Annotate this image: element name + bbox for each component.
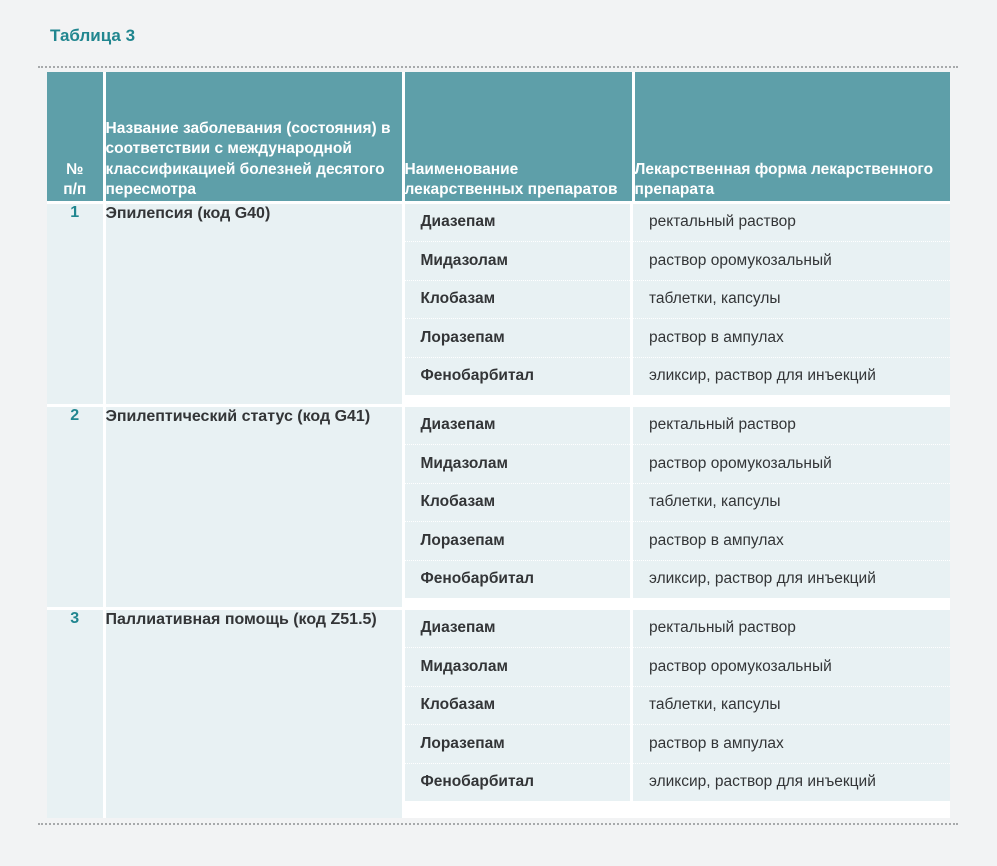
- drug-row: [405, 648, 951, 687]
- drug-row: [405, 725, 951, 764]
- table-row: [47, 405, 950, 608]
- table-row: [47, 202, 950, 405]
- header-disease: Название заболевания (состояния) в соответствии с международной классификацией болезней десятого пересмотра: [104, 72, 403, 202]
- top-dotted-divider: [38, 66, 958, 68]
- disease-name: Эпилепсия (код G40): [104, 202, 403, 405]
- drug-row: [405, 407, 951, 445]
- drug-row: [405, 445, 951, 484]
- table-header-row: [47, 72, 950, 202]
- drug-form: эликсир, раствор для инъекций: [632, 357, 951, 395]
- drug-name: Фенобарбитал: [405, 357, 632, 395]
- drug-form: раствор в ампулах: [632, 725, 951, 764]
- drug-row: [405, 319, 951, 358]
- row-number: 2: [47, 405, 104, 608]
- table-caption: Таблица 3: [50, 26, 136, 45]
- drug-form: эликсир, раствор для инъекций: [632, 560, 951, 598]
- drug-name: Мидазолам: [405, 648, 632, 687]
- row-number: 3: [47, 608, 104, 818]
- drug-row: [405, 242, 951, 281]
- drug-form: ректальный раствор: [632, 407, 951, 445]
- drug-form: таблетки, капсулы: [632, 280, 951, 319]
- drug-form: эликсир, раствор для инъекций: [632, 763, 951, 801]
- drug-list: [403, 202, 950, 405]
- header-form: Лекарственная форма лекарственного препарата: [633, 72, 950, 202]
- drug-name: Мидазолам: [405, 242, 632, 281]
- header-drug: Наименование лекарственных препаратов: [403, 72, 633, 202]
- disease-name: Паллиативная помощь (код Z51.5): [104, 608, 403, 818]
- drug-name: Диазепам: [405, 204, 632, 242]
- drug-name: Лоразепам: [405, 725, 632, 764]
- disease-name: Эпилептический статус (код G41): [104, 405, 403, 608]
- drug-form: раствор в ампулах: [632, 319, 951, 358]
- drug-name: Диазепам: [405, 610, 632, 648]
- drugs-table: [47, 72, 950, 818]
- drug-row: [405, 483, 951, 522]
- drug-row: [405, 204, 951, 242]
- drug-list: [403, 405, 950, 608]
- row-number: 1: [47, 202, 104, 405]
- table-row: [47, 608, 950, 818]
- drug-form: раствор оромукозальный: [632, 648, 951, 687]
- header-num: № п/п: [47, 72, 104, 202]
- drug-form: раствор оромукозальный: [632, 242, 951, 281]
- drug-name: Клобазам: [405, 280, 632, 319]
- drug-row: [405, 280, 951, 319]
- drug-form: таблетки, капсулы: [632, 686, 951, 725]
- drug-list: [403, 608, 950, 818]
- drug-row: [405, 610, 951, 648]
- drug-name: Клобазам: [405, 483, 632, 522]
- drug-row: [405, 686, 951, 725]
- drug-name: Лоразепам: [405, 522, 632, 561]
- drug-name: Фенобарбитал: [405, 763, 632, 801]
- drug-name: Лоразепам: [405, 319, 632, 358]
- drug-row: [405, 357, 951, 395]
- drug-name: Диазепам: [405, 407, 632, 445]
- bottom-dotted-divider: [38, 823, 958, 825]
- drug-row: [405, 522, 951, 561]
- drug-row: [405, 560, 951, 598]
- drug-form: раствор в ампулах: [632, 522, 951, 561]
- drug-form: ректальный раствор: [632, 204, 951, 242]
- drug-row: [405, 763, 951, 801]
- drug-name: Мидазолам: [405, 445, 632, 484]
- drug-form: таблетки, капсулы: [632, 483, 951, 522]
- drug-form: раствор оромукозальный: [632, 445, 951, 484]
- drug-name: Клобазам: [405, 686, 632, 725]
- drug-form: ректальный раствор: [632, 610, 951, 648]
- drug-name: Фенобарбитал: [405, 560, 632, 598]
